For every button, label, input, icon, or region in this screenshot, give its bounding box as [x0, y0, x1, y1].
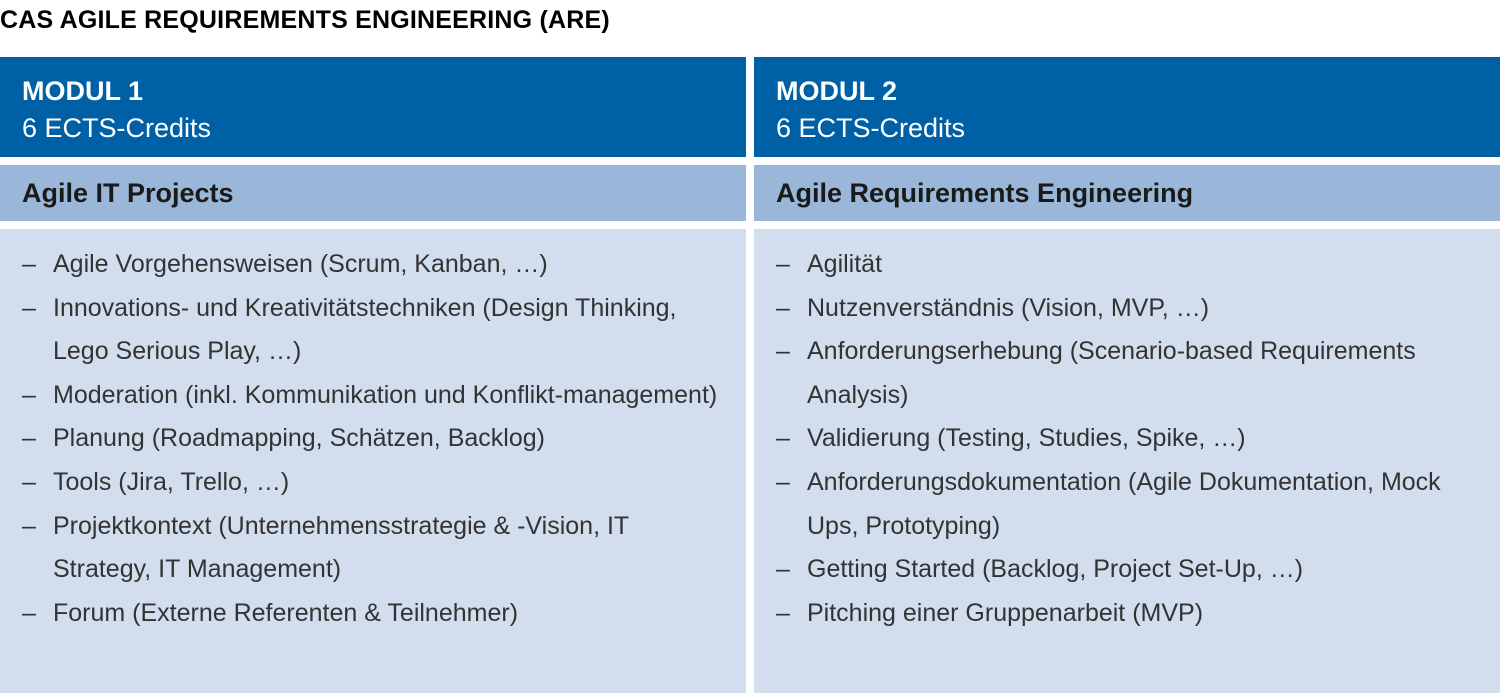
dash-bullet: –: [776, 555, 790, 584]
topic-text: Agile Vorgehensweisen (Scrum, Kanban, …): [53, 250, 548, 278]
subject-bar: [0, 165, 746, 221]
list-item: [776, 592, 1491, 636]
dash-bullet: –: [22, 250, 36, 278]
list-item: [22, 461, 722, 505]
topic-text: Planung (Roadmapping, Schätzen, Backlog): [53, 424, 545, 453]
list-item: [22, 243, 722, 287]
module-column-2: [754, 57, 1500, 693]
topic-text: Innovations- und Kreativitätstechniken (Design Thinking, Lego Serious Play, …): [53, 293, 677, 366]
topic-list: [22, 243, 722, 635]
dash-bullet: –: [776, 293, 790, 322]
dash-bullet: –: [776, 424, 790, 453]
list-item: [22, 505, 722, 592]
list-item: [22, 374, 722, 418]
list-item: [776, 330, 1491, 417]
module-credits: 6 ECTS-Credits: [776, 113, 966, 143]
topic-text: Agilität: [807, 250, 883, 278]
dash-bullet: –: [22, 424, 36, 453]
topic-text: Projektkontext (Unternehmensstrategie & -Vision, IT Strategy, IT Management): [53, 511, 629, 584]
subject-title: Agile Requirements Engineering: [776, 178, 1194, 208]
module-header: [754, 57, 1500, 157]
dash-bullet: –: [22, 293, 36, 322]
topics-panel: [0, 229, 746, 693]
dash-bullet: –: [22, 511, 36, 540]
topic-text: Nutzenverständnis (Vision, MVP, …): [807, 293, 1210, 322]
topic-list: [776, 243, 1491, 635]
subject-bar: [754, 165, 1500, 221]
topic-text: Pitching einer Gruppenarbeit (MVP): [807, 598, 1204, 627]
dash-bullet: –: [776, 337, 790, 366]
subject-title: Agile IT Projects: [22, 178, 234, 208]
list-item: [22, 592, 722, 636]
dash-bullet: –: [776, 467, 790, 496]
topic-text: Anforderungsdokumentation (Agile Dokumentation, Mock Ups, Prototyping): [807, 467, 1441, 540]
list-item: [776, 417, 1491, 461]
dash-bullet: –: [22, 598, 36, 627]
list-item: [776, 461, 1491, 548]
module-credits: 6 ECTS-Credits: [22, 113, 212, 143]
topic-text: Forum (Externe Referenten & Teilnehmer): [53, 598, 519, 627]
list-item: [776, 287, 1491, 331]
list-item: [776, 243, 1491, 287]
topic-text: Moderation (inkl. Kommunikation und Konflikt-management): [53, 380, 718, 409]
module-column-1: [0, 57, 746, 693]
module-header: [0, 57, 746, 157]
list-item: [776, 548, 1491, 592]
list-item: [22, 417, 722, 461]
module-title: MODUL 1: [22, 76, 144, 106]
topic-text: Anforderungserhebung (Scenario-based Requirements Analysis): [807, 337, 1416, 409]
dash-bullet: –: [776, 250, 790, 278]
dash-bullet: –: [22, 467, 36, 496]
dash-bullet: –: [776, 598, 790, 627]
topic-text: Getting Started (Backlog, Project Set-Up, …): [807, 555, 1304, 584]
list-item: [22, 287, 722, 374]
topics-panel: [754, 229, 1500, 693]
dash-bullet: –: [22, 380, 36, 409]
topic-text: Tools (Jira, Trello, …): [53, 467, 290, 496]
topic-text: Validierung (Testing, Studies, Spike, …): [807, 424, 1246, 453]
module-title: MODUL 2: [776, 76, 898, 106]
page-title: CAS AGILE REQUIREMENTS ENGINEERING (ARE): [0, 6, 610, 34]
